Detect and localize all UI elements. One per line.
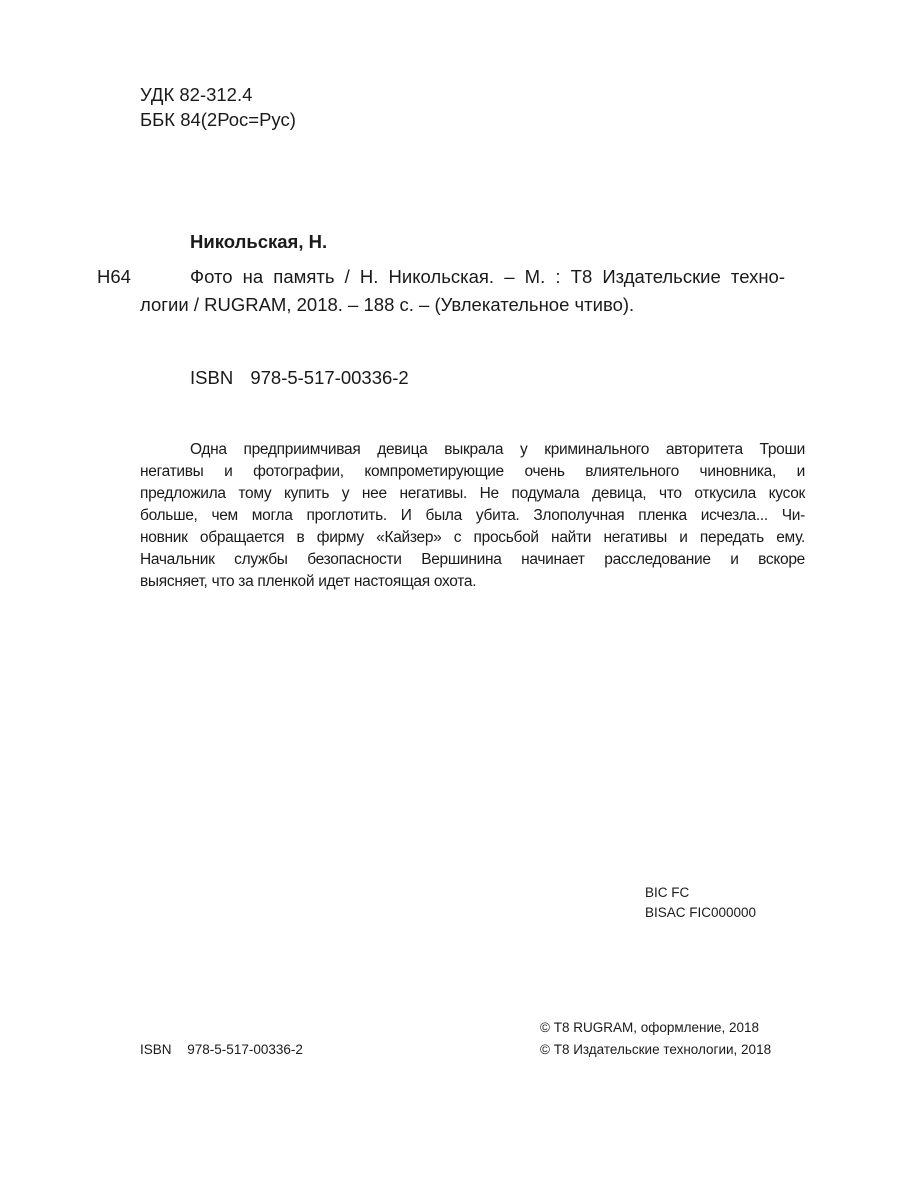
isbn-label: ISBN: [140, 1042, 172, 1057]
isbn-footer: [140, 1042, 303, 1057]
abstract-line: Начальник службы безопасности Вершинина начинает расследование и вскоре: [140, 551, 805, 568]
isbn-value: 978-5-517-00336-2: [250, 367, 409, 388]
bic-code: BIC FC: [645, 885, 690, 900]
author-mark: Н64: [97, 266, 131, 287]
bisac-code: BISAC FIC000000: [645, 905, 757, 920]
abstract-line: предложила тому купить у нее негативы. Не подумала девица, что откусила кусок: [140, 485, 805, 502]
abstract-line: больше, чем могла проглотить. И была убита. Злополучная пленка исчезла... Чи-: [140, 507, 805, 524]
copyright-line: © Т8 Издательские технологии, 2018: [540, 1042, 772, 1057]
copyright-line: © Т8 RUGRAM, оформление, 2018: [540, 1020, 760, 1035]
abstract-line: выясняет, что за пленкой идет настоящая охота.: [140, 573, 477, 590]
abstract-line: Одна предприимчивая девица выкрала у криминального авторитета Троши: [190, 441, 805, 458]
isbn-value: 978-5-517-00336-2: [187, 1042, 303, 1057]
udk-code: УДК 82-312.4: [140, 84, 253, 105]
bbk-code: ББК 84(2Рос=Рус): [140, 109, 296, 130]
entry-line-2: логии / RUGRAM, 2018. – 188 с. – (Увлекательное чтиво).: [140, 294, 635, 315]
abstract-line: новник обращается в фирму «Кайзер» с просьбой найти негативы и передать ему.: [140, 529, 805, 546]
isbn-label: ISBN: [190, 367, 234, 388]
abstract-line: негативы и фотографии, компрометирующие очень влиятельного чиновника, и: [140, 463, 805, 480]
entry-line-1: Фото на память / Н. Никольская. – М. : Т8 Издательские техно-: [190, 266, 785, 287]
isbn-main: [190, 367, 409, 389]
author-heading: Никольская, Н.: [190, 231, 328, 252]
